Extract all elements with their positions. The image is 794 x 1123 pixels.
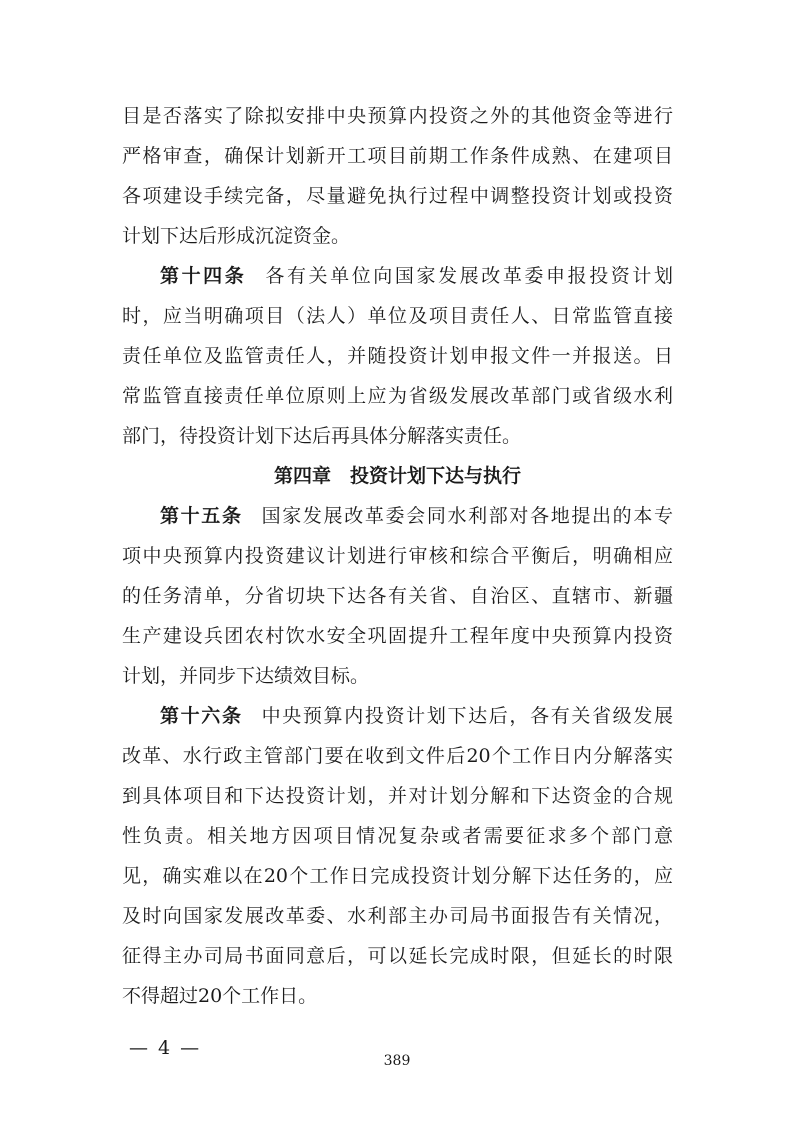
article-text: 国家发展改革委会同水利部对各地提出的本专 [261, 505, 673, 527]
text-line: 目是否落实了除拟安排中央预算内投资之外的其他资金等进行 [122, 105, 673, 127]
sheet-number: 389 [383, 1053, 411, 1069]
article-14 [122, 256, 673, 456]
article-text: 各有关单位向国家发展改革委申报投资计划 [265, 265, 673, 287]
text-line: 常监管直接责任单位原则上应为省级发展改革部门或省级水利 [122, 385, 673, 407]
text-line: 责任单位及监管责任人，并随投资计划申报文件一并报送。日 [122, 345, 673, 367]
document-body [122, 96, 673, 1016]
article-16 [122, 696, 673, 1016]
text-line: 计划下达后形成沉淀资金。 [122, 225, 351, 247]
text-line-first [122, 696, 673, 736]
text-line: 改革、水行政主管部门要在收到文件后20个工作日内分解落实 [122, 745, 673, 767]
text-line: 部门，待投资计划下达后再具体分解落实责任。 [122, 425, 522, 447]
text-line: 计划，并同步下达绩效目标。 [122, 665, 370, 687]
article-text: 中央预算内投资计划下达后，各有关省级发展 [261, 705, 673, 727]
text-line: 性负责。相关地方因项目情况复杂或者需要征求多个部门意 [122, 825, 673, 847]
page-number: — 4 — [129, 1037, 202, 1059]
text-line: 各项建设手续完备，尽量避免执行过程中调整投资计划或投资 [122, 185, 673, 207]
chapter-heading [122, 456, 673, 496]
text-line: 见，确实难以在20个工作日完成投资计划分解下达任务的，应 [122, 865, 673, 887]
text-line: 及时向国家发展改革委、水利部主办司局书面报告有关情况， [122, 905, 673, 927]
text-line: 到具体项目和下达投资计划，并对计划分解和下达资金的合规 [122, 785, 673, 807]
article-15 [122, 496, 673, 696]
text-line: 项中央预算内投资建议计划进行审核和综合平衡后，明确相应 [122, 545, 673, 567]
text-line: 严格审查，确保计划新开工项目前期工作条件成熟、在建项目 [122, 145, 673, 167]
paragraph-project-review [122, 96, 673, 256]
text-line: 的任务清单，分省切块下达各有关省、自治区、直辖市、新疆 [122, 585, 673, 607]
article-number: 第十六条 [160, 705, 243, 727]
article-number: 第十五条 [160, 505, 243, 527]
text-line-first [122, 496, 673, 536]
text-line-first [122, 256, 673, 296]
text-line: 征得主办司局书面同意后，可以延长完成时限，但延长的时限 [122, 945, 673, 967]
chapter-title: 投资计划下达与执行 [350, 465, 522, 487]
article-number: 第十四条 [160, 265, 247, 287]
chapter-number: 第四章 [273, 465, 331, 487]
text-line: 时，应当明确项目（法人）单位及项目责任人、日常监管直接 [122, 305, 673, 327]
text-line: 不得超过20个工作日。 [122, 985, 318, 1007]
text-line: 生产建设兵团农村饮水安全巩固提升工程年度中央预算内投资 [122, 625, 673, 647]
